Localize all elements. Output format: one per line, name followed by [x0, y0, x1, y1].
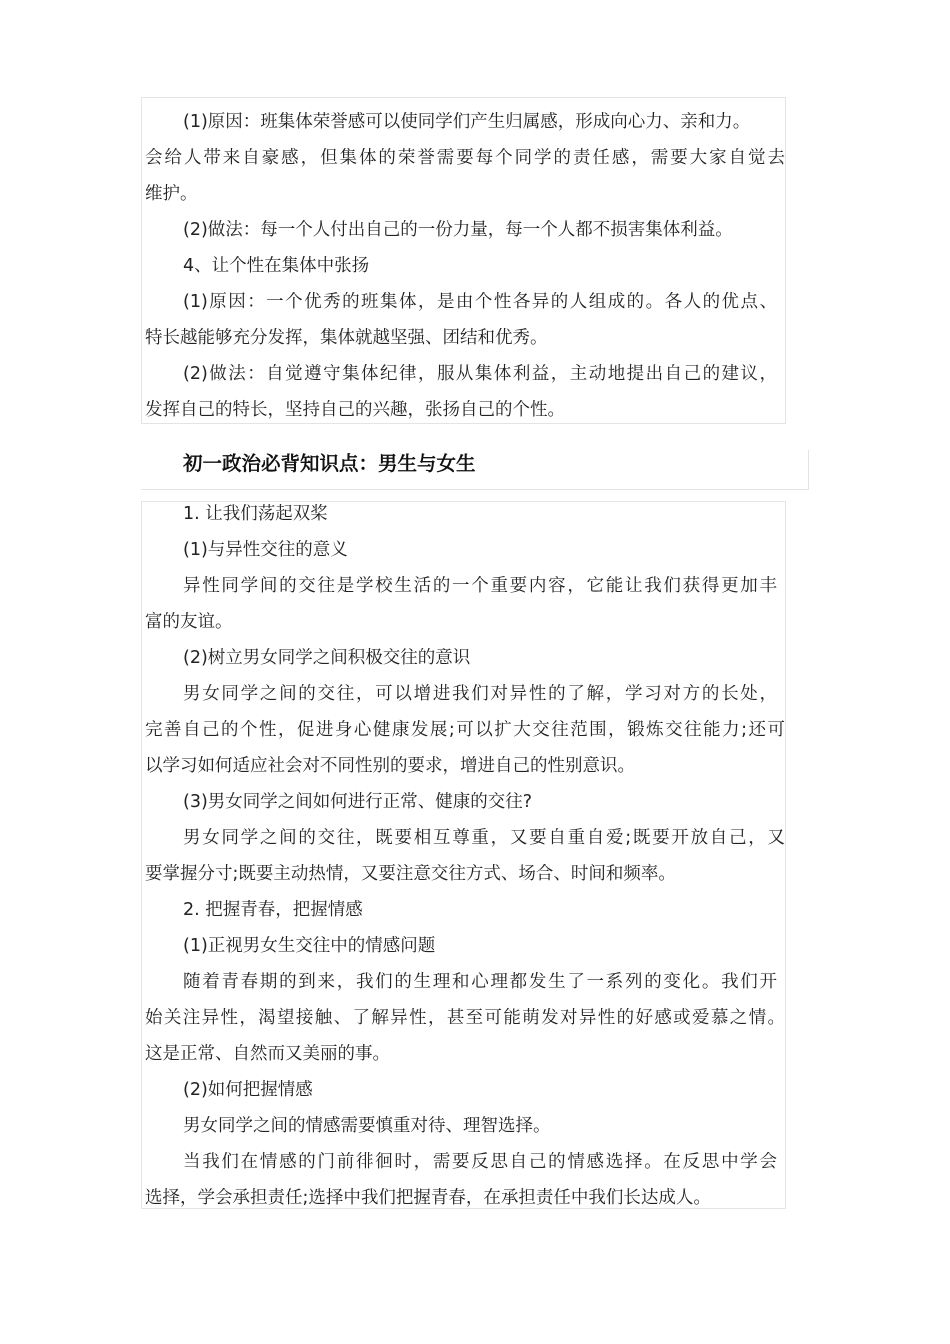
- section-heading: 初一政治必背知识点：男生与女生: [183, 452, 476, 475]
- text-line: 当我们在情感的门前徘徊时，需要反思自己的情感选择。在反思中学会: [183, 1152, 777, 1172]
- text-line: 特长越能够充分发挥，集体就越坚强、团结和优秀。: [145, 328, 548, 348]
- text-line: (1)原因：一个优秀的班集体，是由个性各异的人组成的。各人的优点、: [183, 292, 777, 312]
- text-line: (1)原因：班集体荣誉感可以使同学们产生归属感，形成向心力、亲和力。: [183, 112, 751, 132]
- text-line: (1)与异性交往的意义: [183, 540, 348, 560]
- text-line: 发挥自己的特长，坚持自己的兴趣，张扬自己的个性。: [145, 400, 565, 420]
- text-line: 会给人带来自豪感，但集体的荣誉需要每个同学的责任感，需要大家自觉去: [145, 148, 785, 168]
- text-line: 男女同学之间的交往，可以增进我们对异性的了解，学习对方的长处，: [183, 684, 777, 704]
- content-box-2: [141, 501, 786, 1209]
- text-line: 这是正常、自然而又美丽的事。: [145, 1044, 390, 1064]
- text-line: 始关注异性，渴望接触、了解异性，甚至可能萌发对异性的好感或爱慕之情。: [145, 1008, 785, 1028]
- text-line: 选择，学会承担责任;选择中我们把握青春，在承担责任中我们长达成人。: [145, 1188, 711, 1208]
- text-line: 男女同学之间的情感需要慎重对待、理智选择。: [183, 1116, 551, 1136]
- text-line: (2)做法：自觉遵守集体纪律，服从集体利益，主动地提出自己的建议，: [183, 364, 777, 384]
- text-line: 以学习如何适应社会对不同性别的要求，增进自己的性别意识。: [145, 756, 635, 776]
- text-line: (2)树立男女同学之间积极交往的意识: [183, 648, 471, 668]
- text-line: 维护。: [145, 184, 198, 204]
- text-line: 异性同学间的交往是学校生活的一个重要内容，它能让我们获得更加丰: [183, 576, 777, 596]
- text-line: (1)正视男女生交往中的情感问题: [183, 936, 436, 956]
- text-line: 完善自己的个性，促进身心健康发展;可以扩大交往范围，锻炼交往能力;还可: [145, 720, 785, 740]
- text-line: (3)男女同学之间如何进行正常、健康的交往?: [183, 792, 533, 812]
- text-line: 随着青春期的到来，我们的生理和心理都发生了一系列的变化。我们开: [183, 972, 777, 992]
- text-line: 富的友谊。: [145, 612, 233, 632]
- text-line: 1. 让我们荡起双桨: [183, 504, 328, 524]
- text-line: 男女同学之间的交往，既要相互尊重，又要自重自爱;既要开放自己，又: [183, 828, 785, 848]
- text-line: 4、让个性在集体中张扬: [183, 256, 370, 276]
- text-line: 要掌握分寸;既要主动热情，又要注意交往方式、场合、时间和频率。: [145, 864, 676, 884]
- text-line: 2. 把握青春，把握情感: [183, 900, 363, 920]
- text-line: (2)做法：每一个人付出自己的一份力量，每一个人都不损害集体利益。: [183, 220, 733, 240]
- text-line: (2)如何把握情感: [183, 1080, 313, 1100]
